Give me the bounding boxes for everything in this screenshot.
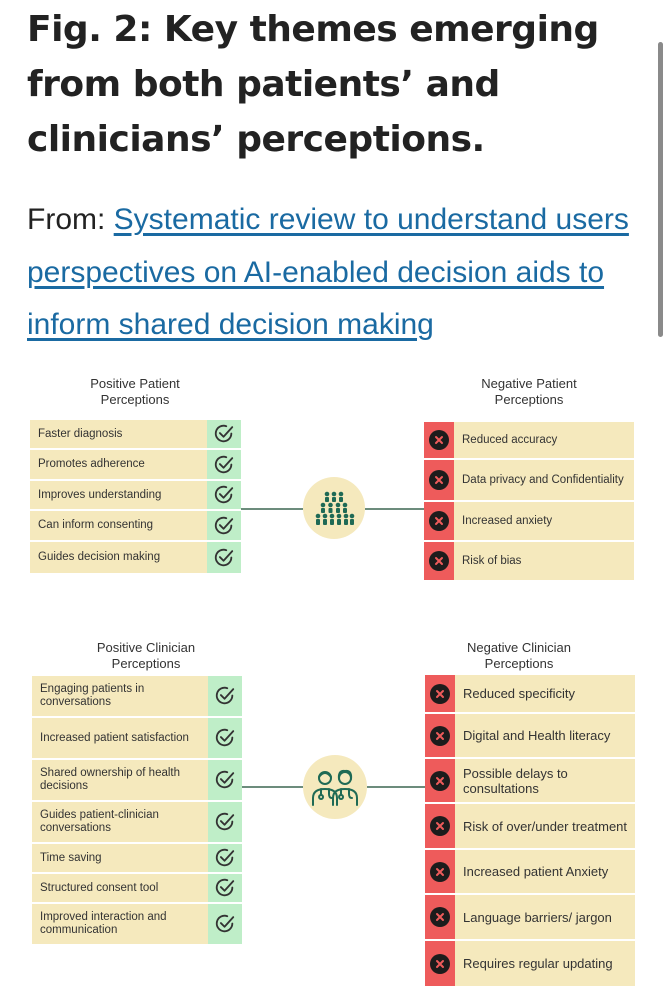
- list-item: [425, 804, 635, 850]
- x-icon: [425, 759, 455, 804]
- list-item: [425, 895, 635, 941]
- item-label: Digital and Health literacy: [455, 714, 635, 759]
- list-item: [32, 676, 242, 718]
- x-icon: [425, 941, 455, 986]
- list-item: [30, 481, 241, 511]
- x-icon: [425, 675, 455, 714]
- check-icon: [207, 542, 241, 573]
- connector-line: [365, 508, 426, 510]
- check-icon: [208, 718, 242, 760]
- item-label: Risk of bias: [454, 542, 634, 580]
- x-icon: [424, 542, 454, 580]
- list-item: [32, 718, 242, 760]
- item-label: Guides patient-clinician conversations: [32, 802, 208, 844]
- scrollbar[interactable]: [658, 42, 663, 337]
- negative-clinician-header: Negative Clinician Perceptions: [466, 640, 572, 671]
- check-icon: [208, 904, 242, 944]
- positive-clinician-header: Positive Clinician Perceptions: [96, 640, 196, 671]
- clinicians-icon: [303, 755, 367, 819]
- check-icon: [208, 676, 242, 718]
- item-label: Risk of over/under treatment: [455, 804, 635, 850]
- list-item: [30, 450, 241, 481]
- list-item: [32, 760, 242, 802]
- list-item: [30, 511, 241, 542]
- item-label: Promotes adherence: [30, 450, 207, 481]
- item-label: Improved interaction and communication: [32, 904, 208, 944]
- x-icon: [425, 895, 455, 941]
- list-item: [425, 850, 635, 895]
- list-item: [424, 502, 634, 542]
- connector-line: [241, 508, 303, 510]
- x-icon: [425, 850, 455, 895]
- list-item: [424, 542, 634, 580]
- item-label: Engaging patients in conversations: [32, 676, 208, 718]
- item-label: Guides decision making: [30, 542, 207, 573]
- from-label: From:: [27, 203, 106, 236]
- x-icon: [424, 422, 454, 460]
- check-icon: [208, 844, 242, 874]
- figure-diagram[interactable]: [0, 360, 669, 1000]
- item-label: Faster diagnosis: [30, 420, 207, 450]
- item-label: Shared ownership of health decisions: [32, 760, 208, 802]
- check-icon: [208, 760, 242, 802]
- item-label: Requires regular updating: [455, 941, 635, 986]
- negative-patient-header: Negative Patient Perceptions: [481, 376, 577, 407]
- item-label: Can inform consenting: [30, 511, 207, 542]
- x-icon: [424, 502, 454, 542]
- connector-line: [367, 786, 425, 788]
- list-item: [32, 874, 242, 904]
- list-item: [32, 844, 242, 874]
- check-icon: [207, 481, 241, 511]
- patients-group-icon: [303, 477, 365, 539]
- source-line: [27, 194, 647, 352]
- item-label: Data privacy and Confidentiality: [454, 460, 634, 502]
- check-icon: [208, 874, 242, 904]
- check-icon: [207, 420, 241, 450]
- item-label: Possible delays to consultations: [455, 759, 635, 804]
- check-icon: [207, 511, 241, 542]
- positive-patient-header: Positive Patient Perceptions: [90, 376, 180, 407]
- item-label: Structured consent tool: [32, 874, 208, 904]
- item-label: Increased patient Anxiety: [455, 850, 635, 895]
- list-item: [30, 420, 241, 450]
- item-label: Improves understanding: [30, 481, 207, 511]
- item-label: Time saving: [32, 844, 208, 874]
- list-item: [425, 714, 635, 759]
- item-label: Increased patient satisfaction: [32, 718, 208, 760]
- list-item: [30, 542, 241, 573]
- list-item: [32, 802, 242, 844]
- item-label: Increased anxiety: [454, 502, 634, 542]
- list-item: [425, 941, 635, 986]
- check-icon: [207, 450, 241, 481]
- check-icon: [208, 802, 242, 844]
- x-icon: [424, 460, 454, 502]
- list-item: [32, 904, 242, 944]
- figure-title: Fig. 2: Key themes emerging from both patients’ and clinicians’ perceptions.: [27, 9, 599, 160]
- list-item: [424, 460, 634, 502]
- item-label: Reduced accuracy: [454, 422, 634, 460]
- x-icon: [425, 714, 455, 759]
- list-item: [424, 422, 634, 460]
- x-icon: [425, 804, 455, 850]
- item-label: Reduced specificity: [455, 675, 635, 714]
- list-item: [425, 675, 635, 714]
- connector-line: [242, 786, 303, 788]
- source-article-link[interactable]: Systematic review to understand users perspectives on AI-enabled decision aids to inform shared decision making: [27, 203, 629, 341]
- item-label: Language barriers/ jargon: [455, 895, 635, 941]
- list-item: [425, 759, 635, 804]
